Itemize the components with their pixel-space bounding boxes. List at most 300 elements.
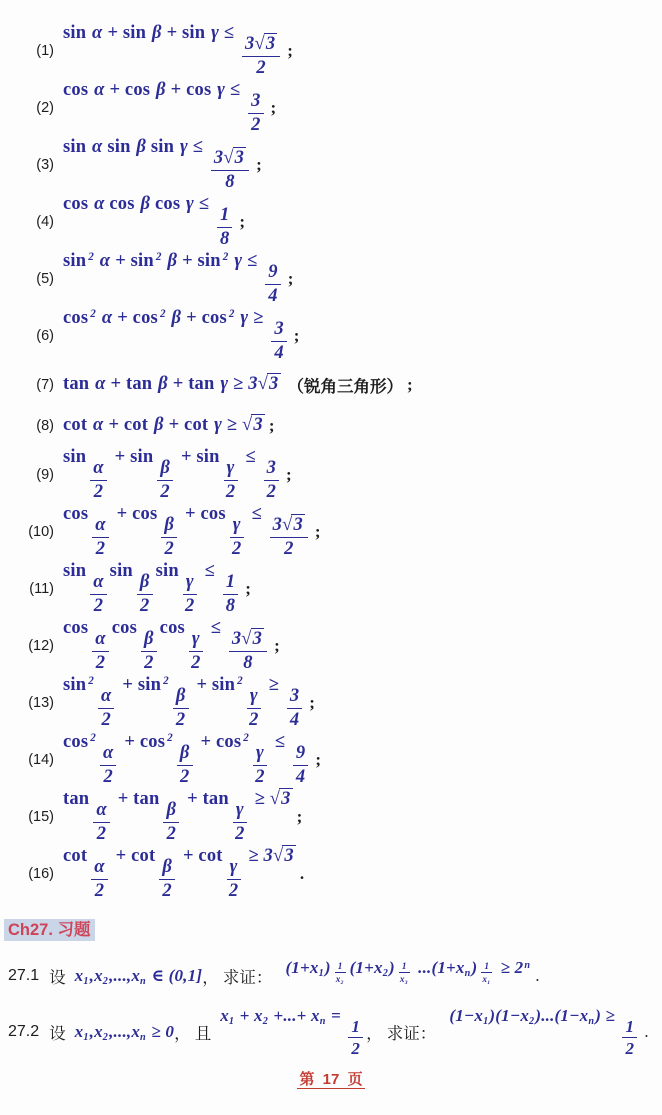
- superscript: [332, 956, 349, 985]
- denominator: 2: [144, 652, 154, 673]
- function-name: sin: [63, 674, 87, 695]
- function-name: tan: [63, 788, 90, 809]
- denominator: 8: [225, 171, 235, 192]
- fraction: [159, 857, 175, 901]
- function-name: sin: [137, 674, 162, 695]
- numerator: 3√3: [242, 34, 280, 57]
- superscript: 2: [88, 675, 94, 687]
- numerator: α: [90, 572, 106, 595]
- radical: [282, 515, 305, 535]
- numerator: γ: [189, 629, 203, 652]
- formula-number: (6): [36, 327, 54, 344]
- formula-item: [0, 503, 662, 560]
- punctuation: .: [299, 863, 305, 883]
- superscript: 2: [88, 251, 94, 263]
- page-footer: [0, 1068, 662, 1089]
- denominator: 2: [95, 538, 106, 559]
- fraction: [211, 148, 249, 192]
- fraction: [247, 686, 261, 730]
- function-name: cos: [63, 617, 89, 638]
- function-name: cot: [123, 415, 149, 435]
- formula-item: [0, 250, 662, 307]
- fraction: [98, 686, 114, 730]
- function-name: cos: [132, 503, 158, 524]
- function-name: cot: [63, 845, 88, 866]
- formula-item: [0, 731, 662, 788]
- numerator: γ: [233, 800, 247, 823]
- function-name: sin: [63, 446, 87, 467]
- numerator: α: [92, 515, 108, 538]
- fraction: [92, 515, 108, 559]
- subscript: 1: [83, 1032, 89, 1044]
- denominator: 2: [93, 595, 104, 616]
- function-name: cos: [63, 79, 89, 100]
- numerator: γ: [227, 857, 241, 880]
- numerator: 3: [287, 686, 302, 709]
- numerator: β: [163, 800, 179, 823]
- formula: tan α + tan β + tan γ ≥ 3√3: [63, 374, 279, 394]
- subscript: 1: [483, 1016, 489, 1028]
- function-name: sin: [130, 250, 154, 271]
- fraction: [173, 686, 189, 730]
- formula: cos α cos β cos γ ≤ $\frac{1}{8}$: [63, 194, 235, 250]
- formula-number: (14): [28, 751, 54, 768]
- formula: sin α sin β sin γ ≤ $\frac{3√3}{8}$: [63, 137, 252, 193]
- formula-item: [0, 193, 662, 250]
- numerator: γ: [230, 515, 244, 538]
- formula-number: (3): [36, 156, 54, 173]
- formula: sin 2 α + sin 2 β + sin 2 γ ≤ $\frac{9}{4}$: [63, 251, 284, 307]
- fraction: [293, 743, 308, 787]
- fraction: [230, 515, 244, 559]
- fraction: [287, 686, 302, 730]
- punctuation: ;: [270, 97, 277, 117]
- radical-sign-icon: √: [254, 34, 265, 55]
- radicand: 3: [293, 515, 303, 536]
- denominator: x3: [399, 974, 408, 987]
- formula-number: (9): [36, 466, 54, 483]
- formula-item: [0, 674, 662, 731]
- function-name: cos: [215, 731, 242, 752]
- numerator: α: [92, 629, 108, 652]
- function-name: sin: [107, 136, 131, 157]
- numerator: 1: [348, 1017, 363, 1038]
- numerator: β: [141, 629, 157, 652]
- fraction: [264, 458, 279, 502]
- denominator: 2: [266, 481, 277, 502]
- subscript: 2: [102, 976, 109, 988]
- denominator: 2: [166, 823, 177, 844]
- formula-item: [0, 845, 662, 902]
- function-name: sin: [63, 560, 87, 581]
- formula-number: (10): [28, 523, 54, 540]
- fraction: [224, 458, 238, 502]
- formula: cot $\frac{\alpha}{2}$ + cot $\frac{\beta}{2}$ + cot $\frac{\gamma}{2}$ ≥ 3√3: [63, 845, 294, 901]
- function-name: cot: [63, 415, 88, 435]
- formula: tan $\frac{\alpha}{2}$ + tan $\frac{\beta}{2}$ + tan $\frac{\gamma}{2}$ ≥ √3: [63, 788, 291, 844]
- punctuation: ;: [293, 325, 300, 345]
- function-name: cot: [131, 845, 156, 866]
- formula-item: [0, 617, 662, 674]
- exercises-heading-text: Ch27. 习题: [4, 919, 95, 941]
- numerator: β: [137, 572, 153, 595]
- superscript: [396, 956, 413, 985]
- denominator: 2: [284, 538, 294, 559]
- exercise-math: x1 + x2 +...+ xn = $\frac{1}{2}$: [220, 1006, 366, 1058]
- exercise-line: [0, 1004, 662, 1060]
- radicand: 3: [252, 629, 263, 650]
- function-name: sin: [155, 560, 179, 581]
- formula: sin $\frac{\alpha}{2}$ + sin $\frac{\beta}{2}$ + sin $\frac{\gamma}{2}$ ≤ $\frac{3}{2}$: [63, 447, 282, 503]
- numerator: 1: [481, 961, 492, 973]
- denominator: 2: [175, 709, 186, 730]
- function-name: cos: [139, 731, 166, 752]
- numerator: 3: [271, 319, 286, 342]
- fraction: [248, 91, 263, 135]
- superscript: 2: [90, 308, 97, 320]
- radicand: 3: [269, 374, 279, 394]
- fraction: [157, 458, 173, 502]
- numerator: 3: [248, 91, 263, 114]
- exercise-text: .: [640, 1022, 649, 1041]
- numerator: α: [90, 458, 106, 481]
- formula-list: [0, 22, 662, 902]
- subscript: 1: [487, 980, 491, 987]
- radical: [273, 846, 296, 866]
- numerator: 1: [335, 961, 346, 973]
- fraction: [183, 572, 197, 616]
- radical-sign-icon: √: [282, 515, 293, 536]
- radical-sign-icon: √: [269, 788, 281, 809]
- fraction: [189, 629, 203, 673]
- fraction: [223, 572, 238, 616]
- fraction: [177, 743, 193, 787]
- denominator: 2: [228, 880, 239, 901]
- numerator: α: [100, 743, 116, 766]
- exercise-line: [0, 948, 662, 1004]
- radical-sign-icon: √: [273, 845, 284, 866]
- fraction: [91, 857, 107, 901]
- exercise-text: ， 求证：: [366, 1024, 441, 1043]
- formula-item: [0, 22, 662, 79]
- punctuation: ;: [407, 374, 413, 394]
- formula-number: (12): [28, 637, 54, 654]
- function-name: sin: [63, 22, 87, 43]
- denominator: 2: [256, 57, 266, 78]
- formula: cos $\frac{\alpha}{2}$ + cos $\frac{\beta}{2}$ + cos $\frac{\gamma}{2}$ ≤ $\frac{3√3}{2}$: [63, 504, 311, 560]
- numerator: γ: [224, 458, 238, 481]
- function-name: cos: [154, 193, 181, 214]
- function-name: tan: [133, 788, 160, 809]
- formula: cos 2 $\frac{\alpha}{2}$ + cos 2 $\frac{\beta}{2}$ + cos 2 $\frac{\gamma}{2}$ ≤ $\frac{9}{4}$: [63, 732, 311, 788]
- denominator: 4: [268, 285, 278, 306]
- fraction: [622, 1017, 637, 1058]
- punctuation: ;: [256, 154, 262, 174]
- function-name: cos: [186, 79, 212, 100]
- fraction: [242, 34, 280, 78]
- subscript: n: [464, 967, 471, 979]
- numerator: 3√3: [211, 148, 249, 171]
- exercise-text: 设: [49, 968, 66, 987]
- fraction: [90, 458, 106, 502]
- formula-number: (11): [29, 580, 54, 597]
- fraction: [233, 800, 247, 844]
- function-name: cos: [132, 307, 158, 328]
- radicand: 3: [253, 415, 263, 435]
- radicand: 3: [234, 148, 245, 169]
- function-name: sin: [63, 136, 87, 157]
- function-name: tan: [63, 374, 90, 394]
- formula-number: (2): [36, 99, 54, 116]
- superscript: 2: [163, 675, 169, 687]
- numerator: 1: [217, 205, 232, 228]
- numerator: 3√3: [270, 515, 308, 538]
- fraction: [481, 961, 492, 985]
- punctuation: ;: [296, 806, 303, 826]
- function-name: cos: [63, 307, 89, 328]
- radicand: 3: [265, 34, 276, 55]
- function-name: sin: [63, 250, 87, 271]
- subscript: 2: [102, 1032, 109, 1044]
- formula: cos α + cos β + cos γ ≤ $\frac{3}{2}$: [63, 80, 267, 136]
- subscript: 2: [340, 980, 344, 987]
- function-name: cos: [201, 307, 227, 328]
- formula: sin 2 $\frac{\alpha}{2}$ + sin 2 $\frac{\beta}{2}$ + sin 2 $\frac{\gamma}{2}$ ≥ $\frac{3}{4}$: [63, 675, 305, 731]
- formula-item: [0, 405, 662, 446]
- numerator: γ: [247, 686, 261, 709]
- radical-sign-icon: √: [257, 374, 269, 394]
- fraction: [270, 515, 308, 559]
- superscript: 2: [167, 732, 173, 744]
- punctuation: ;: [274, 635, 280, 655]
- radical-sign-icon: √: [223, 148, 234, 169]
- numerator: α: [98, 686, 114, 709]
- formula-item: [0, 446, 662, 503]
- numerator: 1: [622, 1017, 637, 1038]
- radicand: 3: [281, 788, 291, 809]
- denominator: 2: [225, 481, 236, 502]
- superscript: 2: [90, 732, 97, 744]
- formula-number: (16): [28, 865, 54, 882]
- subscript: n: [319, 1016, 326, 1028]
- denominator: 4: [274, 342, 284, 363]
- radicand: 3: [284, 845, 294, 866]
- fraction: [93, 800, 109, 844]
- fraction: [271, 319, 286, 363]
- subscript: 2: [262, 1016, 268, 1028]
- exercise-text: .: [531, 966, 540, 985]
- exercise-math: x1,x2,...,xn ∈ (0,1]: [74, 966, 203, 988]
- denominator: 2: [251, 114, 261, 135]
- fraction: [253, 743, 267, 787]
- numerator: 3√3: [229, 629, 267, 652]
- radical: [241, 629, 264, 649]
- formula-item: [0, 788, 662, 845]
- formula-number: (1): [36, 42, 54, 59]
- formula: cos $\frac{\alpha}{2}$ cos $\frac{\beta}{2}$ cos $\frac{\gamma}{2}$ ≤ $\frac{3√3}{8}$: [63, 618, 270, 674]
- function-name: tan: [202, 788, 229, 809]
- subscript: n: [588, 1016, 595, 1028]
- punctuation: ;: [314, 521, 321, 541]
- subscript: 1: [228, 1016, 235, 1028]
- punctuation: ;: [239, 211, 246, 231]
- formula: sin α + sin β + sin γ ≤ $\frac{3√3}{2}$: [63, 23, 283, 79]
- page-number: 第 17 页: [299, 1071, 363, 1088]
- denominator: 4: [289, 709, 300, 730]
- function-name: sin: [197, 250, 221, 271]
- denominator: 2: [179, 766, 190, 787]
- formula-number: (8): [36, 417, 54, 434]
- numerator: 3: [264, 458, 279, 481]
- formula-number: (7): [36, 376, 54, 393]
- formula-item: [0, 307, 662, 364]
- numerator: α: [93, 800, 109, 823]
- denominator: x2: [335, 974, 344, 987]
- function-name: sin: [122, 22, 147, 43]
- numerator: β: [177, 743, 193, 766]
- function-name: sin: [150, 136, 175, 157]
- fraction: [141, 629, 157, 673]
- fraction: [348, 1017, 363, 1058]
- formula-number: (15): [28, 808, 54, 825]
- function-name: cos: [124, 79, 151, 100]
- exercise-text: ， 且: [174, 1024, 212, 1043]
- exercise-number: 27.2: [8, 1023, 40, 1040]
- function-name: sin: [130, 446, 154, 467]
- numerator: γ: [183, 572, 197, 595]
- function-name: tan: [188, 374, 215, 394]
- function-name: sin: [182, 22, 206, 43]
- numerator: β: [173, 686, 189, 709]
- function-name: sin: [211, 674, 236, 695]
- formula-number: (5): [36, 270, 54, 287]
- radical-sign-icon: √: [242, 415, 253, 435]
- denominator: 2: [140, 595, 150, 616]
- subscript: 2: [529, 1016, 535, 1028]
- subscript: 1: [83, 976, 89, 988]
- denominator: x1: [482, 974, 491, 987]
- exercise-number: 27.1: [8, 967, 40, 984]
- subscript: n: [140, 1032, 146, 1044]
- subscript: n: [140, 976, 146, 988]
- numerator: α: [91, 857, 107, 880]
- superscript: n: [524, 959, 531, 971]
- radical: [223, 148, 246, 168]
- numerator: 1: [399, 961, 410, 973]
- numerator: β: [161, 515, 177, 538]
- formula: cot α + cot β + cot γ ≥ √3: [63, 415, 263, 435]
- numerator: 9: [265, 262, 280, 285]
- function-name: cot: [198, 845, 223, 866]
- formula-number: (4): [36, 213, 54, 230]
- denominator: 2: [103, 766, 113, 787]
- subscript: 1: [318, 967, 324, 979]
- denominator: 2: [625, 1038, 635, 1058]
- punctuation: ;: [245, 578, 251, 598]
- denominator: 8: [243, 652, 253, 673]
- function-name: cos: [111, 617, 137, 638]
- denominator: 2: [191, 652, 201, 673]
- numerator: 9: [293, 743, 308, 766]
- function-name: cos: [159, 617, 185, 638]
- punctuation: ;: [286, 464, 292, 484]
- exercise-list: [0, 948, 662, 1060]
- exercise-text: ， 求证：: [202, 968, 277, 987]
- formula-note: （锐角三角形）: [287, 376, 403, 396]
- fraction: [217, 205, 232, 249]
- punctuation: ;: [287, 268, 294, 288]
- fraction: [163, 800, 179, 844]
- denominator: 8: [219, 228, 230, 249]
- fraction: [265, 262, 280, 306]
- denominator: 2: [160, 481, 170, 502]
- exercises-heading: [4, 916, 662, 940]
- radical: [254, 34, 277, 54]
- denominator: 2: [231, 538, 242, 559]
- numerator: 1: [223, 572, 238, 595]
- fraction: [229, 629, 267, 673]
- numerator: β: [157, 458, 173, 481]
- radical: [258, 374, 281, 394]
- superscript: 2: [237, 675, 243, 687]
- denominator: 2: [101, 709, 111, 730]
- denominator: 2: [351, 1038, 361, 1058]
- fraction: [227, 857, 241, 901]
- exercise-math: x1,x2,...,xn ≥ 0: [74, 1022, 175, 1044]
- punctuation: ;: [315, 749, 322, 769]
- formula-item: [0, 560, 662, 617]
- fraction: [100, 743, 116, 787]
- numerator: β: [159, 857, 175, 880]
- function-name: cot: [184, 415, 209, 435]
- superscript: [478, 956, 495, 985]
- punctuation: ;: [287, 40, 293, 60]
- denominator: 2: [95, 652, 106, 673]
- formula: cos 2 α + cos 2 β + cos 2 γ ≥ $\frac{3}{4}$: [63, 308, 290, 364]
- function-name: cos: [63, 193, 89, 214]
- superscript: 2: [243, 732, 249, 744]
- denominator: 2: [235, 823, 245, 844]
- denominator: 2: [164, 538, 174, 559]
- punctuation: ;: [309, 692, 315, 712]
- denominator: 2: [93, 481, 104, 502]
- fraction: [90, 572, 106, 616]
- radical: [270, 789, 293, 809]
- denominator: 2: [255, 766, 265, 787]
- superscript: 2: [155, 251, 162, 263]
- fraction: [92, 629, 108, 673]
- superscript: 2: [222, 251, 229, 263]
- denominator: 4: [295, 766, 306, 787]
- denominator: 2: [96, 823, 107, 844]
- formula: sin $\frac{\alpha}{2}$ sin $\frac{\beta}{2}$ sin $\frac{\gamma}{2}$ ≤ $\frac{1}{8}$: [63, 561, 241, 617]
- function-name: cos: [109, 193, 135, 214]
- numerator: γ: [253, 743, 267, 766]
- denominator: 8: [225, 595, 236, 616]
- function-name: cos: [63, 503, 89, 524]
- function-name: cos: [63, 731, 89, 752]
- function-name: tan: [125, 374, 153, 394]
- subscript: 2: [382, 967, 389, 979]
- formula-number: (13): [28, 694, 54, 711]
- denominator: 2: [162, 880, 172, 901]
- denominator: 2: [94, 880, 105, 901]
- denominator: 2: [249, 709, 259, 730]
- fraction: [137, 572, 153, 616]
- denominator: 2: [185, 595, 195, 616]
- exercise-text: 设: [49, 1024, 66, 1043]
- exercise-math: (1−x1)(1−x2)...(1−xn) ≥ $\frac{1}{2}$: [449, 1006, 640, 1058]
